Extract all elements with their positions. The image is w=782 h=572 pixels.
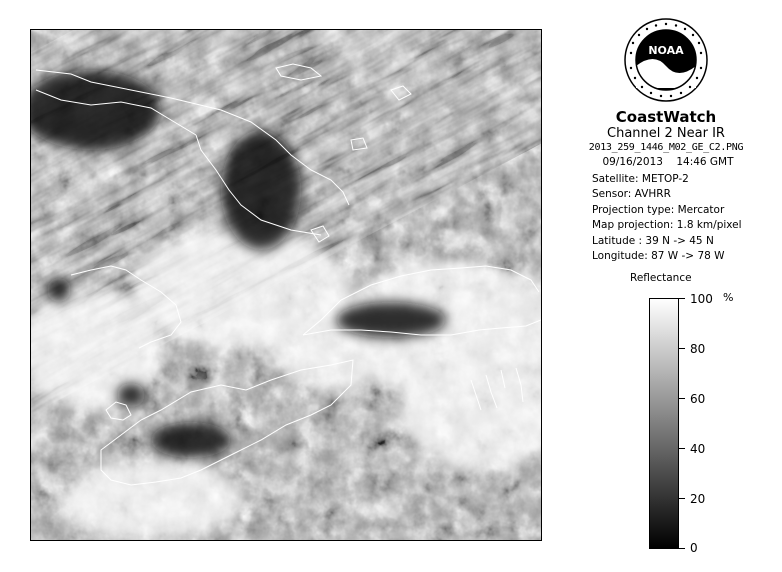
satellite-image	[30, 29, 542, 541]
metadata-longitude: Longitude: 87 W -> 78 W	[592, 250, 725, 262]
logo-text: NOAA	[648, 44, 684, 57]
metadata-latitude: Latitude : 39 N -> 45 N	[592, 234, 714, 247]
legend-tick-label: 20	[690, 492, 706, 506]
metadata-sensor: Sensor: AVHRR	[592, 188, 671, 200]
legend-unit: %	[723, 291, 734, 304]
image-time: 14:46 GMT	[676, 156, 734, 168]
reflectance-colorbar	[649, 298, 679, 549]
channel-name: Channel 2 Near IR	[607, 126, 725, 141]
legend-tick-label: 40	[690, 442, 706, 456]
metadata-list	[560, 172, 772, 265]
legend-title: Reflectance	[630, 272, 692, 284]
metadata-satellite: Satellite: METOP-2	[592, 172, 689, 185]
legend-tick	[679, 398, 685, 399]
product-title: CoastWatch	[615, 108, 717, 126]
legend-tick	[679, 448, 685, 449]
legend-tick	[679, 498, 685, 499]
metadata-map-projection: Map projection: 1.8 km/pixel	[592, 219, 742, 231]
legend-tick-label: 100	[690, 292, 713, 306]
legend-tick-label: 60	[690, 392, 706, 406]
image-date: 09/16/2013	[602, 156, 663, 168]
info-panel	[560, 18, 772, 265]
noaa-logo-icon	[624, 18, 708, 102]
image-filename: 2013_259_1446_M02_GE_C2.PNG	[588, 142, 744, 153]
legend-tick	[679, 348, 685, 349]
image-datetime	[560, 155, 772, 171]
legend-tick-label: 80	[690, 342, 706, 356]
noaa-logo	[624, 18, 708, 102]
satellite-map-graphic	[31, 30, 542, 541]
metadata-projection-type: Projection type: Mercator	[592, 203, 725, 216]
legend-tick	[679, 548, 685, 549]
legend-tick-label: 0	[690, 541, 698, 555]
legend-tick	[679, 298, 685, 299]
